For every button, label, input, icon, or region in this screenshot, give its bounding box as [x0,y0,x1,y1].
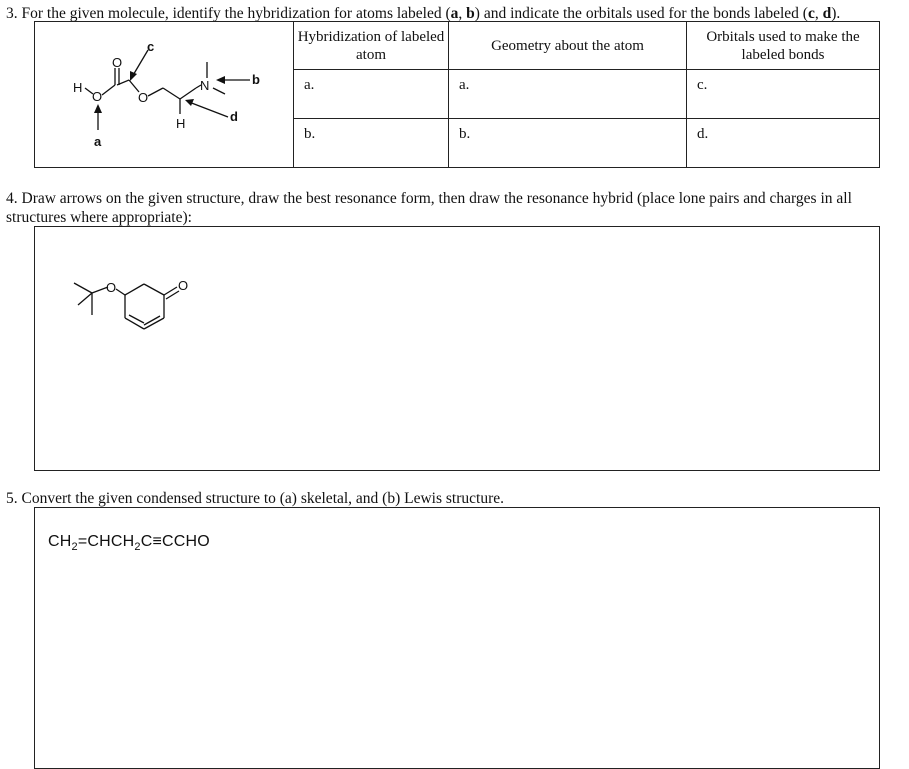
label-b: b [252,72,260,87]
atom-h-left: H [73,80,83,95]
header-orbitals: Orbitals used to make the labeled bonds [687,22,880,70]
header-geometry: Geometry about the atom [449,22,687,70]
atom-h-bottom: H [176,116,186,131]
label-c: c [147,39,155,54]
hybridization-table [34,21,880,168]
label-d: d [230,109,238,124]
molecule-cell [35,22,294,168]
cell-orbitals-c[interactable]: c. [687,70,880,119]
answer-box-4[interactable] [34,226,880,471]
atom-o-hydroxyl: O [92,89,103,104]
molecule-3-structure [35,22,294,168]
cell-hybrid-b[interactable]: b. [294,119,449,168]
atom-n: N [200,78,210,93]
question-5-text: 5. Convert the given condensed structure to (a) skeletal, and (b) Lewis structure. [6,490,504,507]
atom-o-ester: O [138,90,149,105]
cell-geometry-a[interactable]: a. [449,70,687,119]
header-hybridization: Hybridization of labeled atom [294,22,449,70]
condensed-formula: $CH_2=CHCH_2C\equiv CCHO$ [48,533,210,554]
cell-orbitals-d[interactable]: d. [687,119,880,168]
atom-o-ketone: O [178,278,189,293]
atom-o-ether: O [106,280,117,295]
label-a: a [94,134,102,149]
question-3-text: 3. For the given molecule, identify the hybridization for atoms labeled (a, b) and indicate the orbitals used for the bonds labeled (c, d). [6,5,841,22]
atom-o-carbonyl: O [112,55,123,70]
question-4-text: 4. Draw arrows on the given structure, draw the best resonance form, then draw the resonance hybrid (place lone pairs and charges in all structures where appropriate): [6,190,852,226]
cell-hybrid-a[interactable]: a. [294,70,449,119]
resonance-structure [50,257,210,367]
cell-geometry-b[interactable]: b. [449,119,687,168]
